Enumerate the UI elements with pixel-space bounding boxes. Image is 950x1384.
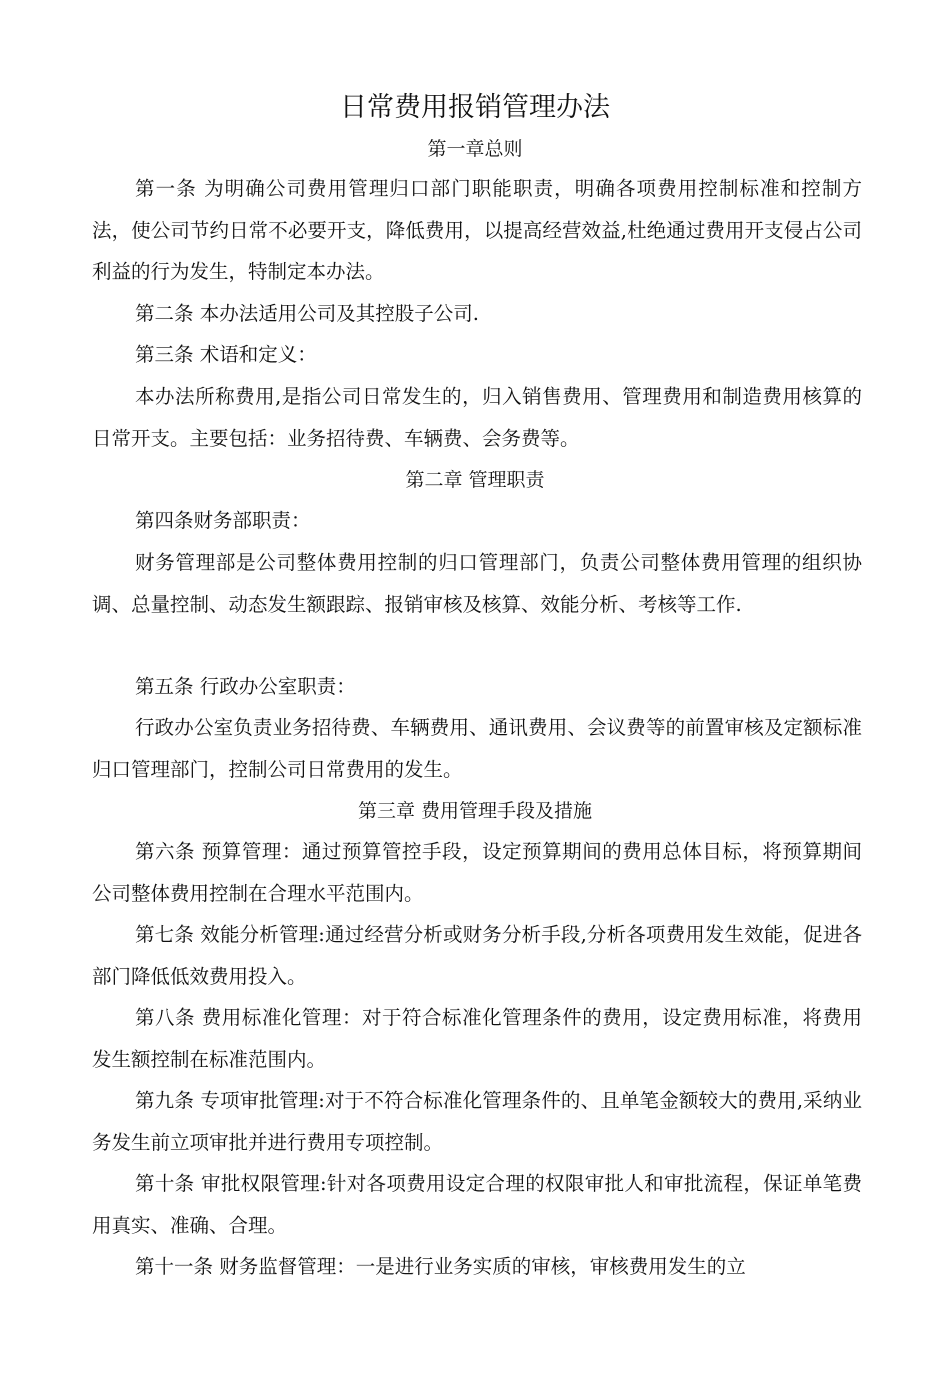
article-4: 第四条财务部职责： [135,509,311,532]
article-5: 第五条 行政办公室职责： [135,675,356,698]
chapter-3-heading: 第三章 费用管理手段及措施 [357,800,593,822]
article-3-body: 本办法所称费用,是指公司日常发生的，归入销售费用、管理费用和制造费用核算的日常开支。主要包括：业务招待费、车辆费、会务费等。 [92,385,862,450]
chapter-2-heading: 第二章 管理职责 [405,469,545,491]
article-4-body: 财务管理部是公司整体费用控制的归口管理部门，负责公司整体费用管理的组织协调、总量控制、动态发生额跟踪、报销审核及核算、效能分析、考核等工作. [92,551,862,616]
document-title: 日常费用报销管理办法 [340,92,610,123]
article-2: 第二条 本办法适用公司及其控股子公司. [135,302,479,325]
article-9: 第九条 专项审批管理:对于不符合标准化管理条件的、且单笔金额较大的费用,采纳业务发生前立项审批并进行费用专项控制。 [92,1089,862,1154]
article-6: 第六条 预算管理：通过预算管控手段，设定预算期间的费用总体目标，将预算期间公司整体费用控制在合理水平范围内。 [92,840,862,905]
article-5-body: 行政办公室负责业务招待费、车辆费用、通讯费用、会议费等的前置审核及定额标准归口管理部门，控制公司日常费用的发生。 [92,716,862,781]
article-8: 第八条 费用标准化管理：对于符合标准化管理条件的费用，设定费用标准，将费用发生额控制在标准范围内。 [92,1006,862,1071]
article-11: 第十一条 财务监督管理：一是进行业务实质的审核，审核费用发生的立 [135,1255,746,1278]
article-7: 第七条 效能分析管理:通过经营分析或财务分析手段,分析各项费用发生效能，促进各部门降低低效费用投入。 [92,923,862,988]
article-1: 第一条 为明确公司费用管理归口部门职能职责，明确各项费用控制标准和控制方法，使公司节约日常不必要开支，降低费用，以提高经营效益,杜绝通过费用开支侵占公司利益的行为发生，特制定本办法。 [92,177,862,283]
article-3: 第三条 术语和定义： [135,343,317,366]
article-10: 第十条 审批权限管理:针对各项费用设定合理的权限审批人和审批流程，保证单笔费用真实、准确、合理。 [92,1172,862,1237]
chapter-1-heading: 第一章总则 [427,138,523,160]
